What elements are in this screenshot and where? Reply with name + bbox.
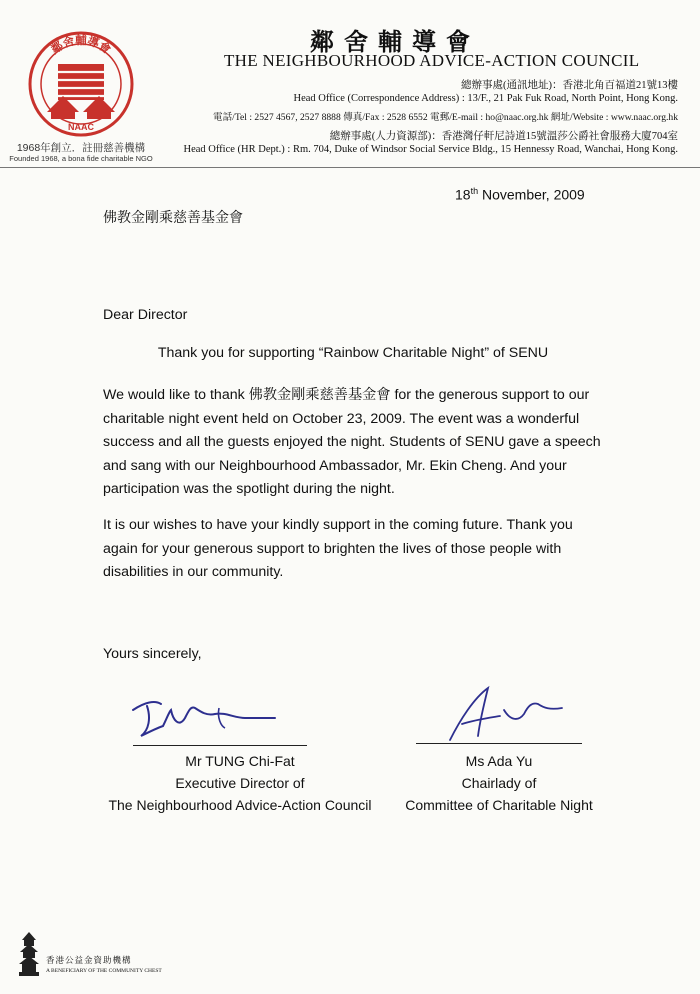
header-divider	[0, 167, 700, 168]
logo-arc-text: 鄰舍輔導會	[48, 33, 114, 57]
signatory-left	[80, 750, 400, 816]
paragraph-2: It is our wishes to have your kindly support in the coming future. Thank you again for your generous support to brighten the lives of those people with disabilities in our community.	[103, 517, 573, 580]
recipient: 佛教金剛乘慈善基金會	[103, 209, 243, 225]
letter-date: 18th November, 2009	[455, 186, 585, 203]
org-name-zh: 鄰舍輔導會	[310, 30, 480, 56]
signatory-org: The Neighbourhood Advice-Action Council	[108, 797, 372, 813]
signature-line-left	[133, 745, 307, 746]
paragraph-1: We would like to thank 佛教金剛乘慈善基金會 for the generous support to our charitable night event held on October 23, 2009. The event was a wonderful success and all the guests enjoyed the night. Students of SENU gave a speech and sang with our Neighbourhood Ambassador, Mr. Ekin Cheng. And your participation was the spotlight during the night.	[103, 387, 601, 497]
subject-line: Thank you for supporting “Rainbow Charitable Night” of SENU	[157, 345, 549, 361]
signatory-title: Executive Director of	[175, 775, 305, 791]
closing: Yours sincerely,	[103, 646, 202, 662]
office2-zh: 總辦事處(人力資源部)：香港灣仔軒尼詩道15號溫莎公爵社會服務大廈704室	[329, 131, 678, 142]
signatory-org: Committee of Charitable Night	[405, 797, 593, 813]
logo-caption-en: Founded 1968, a bona fide charitable NGO	[9, 154, 153, 163]
signatory-right	[386, 750, 612, 816]
signatory-name: Mr TUNG Chi-Fat	[185, 753, 295, 769]
signatory-name: Ms Ada Yu	[465, 753, 533, 769]
footer-en: A BENEFICIARY OF THE COMMUNITY CHEST	[46, 968, 162, 974]
org-name-en: THE NEIGHBOURHOOD ADVICE-ACTION COUNCIL	[224, 51, 640, 70]
signatory-title: Chairlady of	[461, 775, 537, 791]
logo-abbr: NAAC	[68, 122, 94, 132]
signature-line-right	[416, 743, 582, 744]
office1-en: Head Office (Correspondence Address) : 13/F., 21 Pak Fuk Road, North Point, Hong Kong.	[293, 93, 678, 104]
community-chest-pagoda-icon	[18, 930, 40, 978]
office2-en: Head Office (HR Dept.) : Rm. 704, Duke of Windsor Social Service Bldg., 15 Hennessy Road, Wanchai, Hong Kong.	[183, 144, 678, 155]
office1-zh: 總辦事處(通訊地址)：香港北角百福道21號13樓	[461, 80, 678, 91]
signature-yu	[440, 680, 590, 750]
contact-line: 電話/Tel : 2527 4567, 2527 8888 傳真/Fax : 2528 6552 電郵/E-mail : ho@naac.org.hk 網址/Website : www.naac.org.hk	[213, 112, 678, 123]
salutation: Dear Director	[103, 307, 188, 323]
logo-caption-zh: 1968年創立．註冊慈善機構	[16, 142, 146, 154]
naac-logo	[25, 30, 137, 138]
signature-tung	[125, 688, 305, 748]
footer-zh: 香港公益金資助機構	[46, 955, 132, 965]
